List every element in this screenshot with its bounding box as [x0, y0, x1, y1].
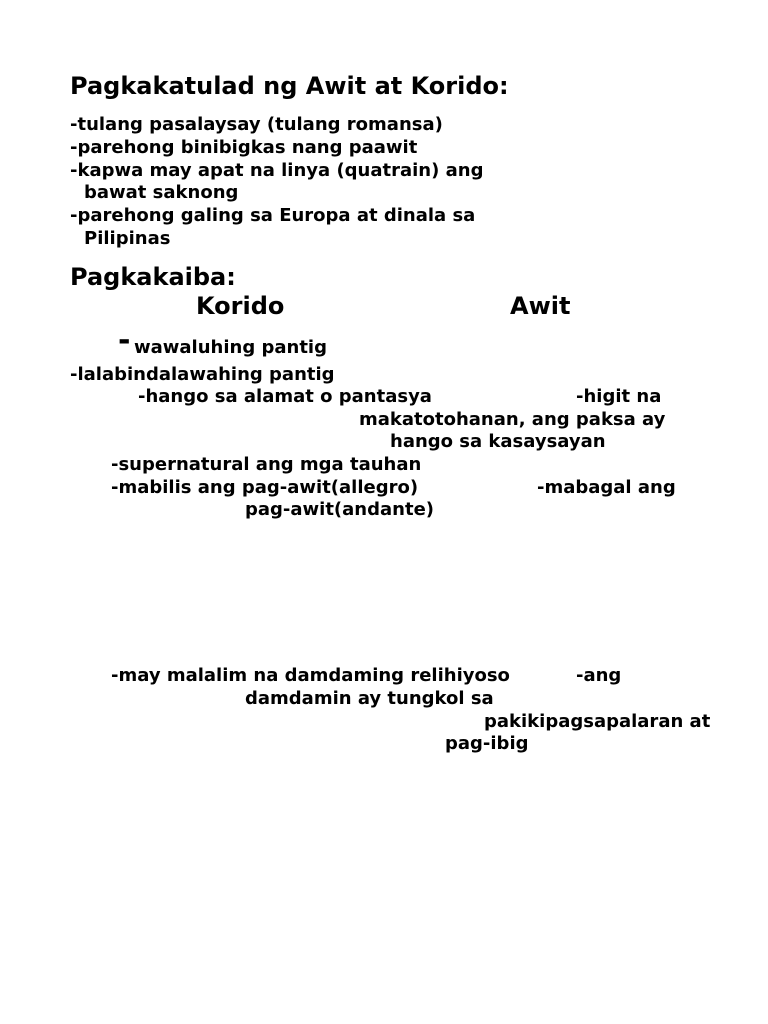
difference-line: pag-ibig	[445, 733, 529, 754]
difference-line: -mabilis ang pag-awit(allegro)	[111, 477, 419, 498]
similarity-line: -tulang pasalaysay (tulang romansa)	[70, 114, 443, 135]
similarity-line: -parehong galing sa Europa at dinala sa	[70, 205, 476, 226]
similarities-heading: Pagkakatulad ng Awit at Korido:	[70, 72, 509, 100]
column-header-awit: Awit	[510, 292, 571, 320]
difference-line: -hango sa alamat o pantasya	[138, 386, 432, 407]
similarity-line: -parehong binibigkas nang paawit	[70, 137, 418, 158]
difference-line: -supernatural ang mga tauhan	[111, 454, 422, 475]
difference-line: hango sa kasaysayan	[390, 431, 606, 452]
difference-line: -higit na	[576, 386, 662, 407]
difference-line: pag-awit(andante)	[245, 499, 435, 520]
similarity-line: Pilipinas	[84, 228, 171, 249]
dash-mark: -	[118, 323, 131, 358]
difference-line: pakikipagsapalaran at	[484, 711, 711, 732]
difference-line: -may malalim na damdaming relihiyoso	[111, 665, 510, 686]
difference-line: -lalabindalawahing pantig	[70, 364, 335, 385]
similarity-line: -kapwa may apat na linya (quatrain) ang	[70, 160, 484, 181]
column-header-korido: Korido	[196, 292, 285, 320]
difference-line: -ang	[576, 665, 622, 686]
similarity-line: bawat saknong	[84, 182, 239, 203]
difference-line: wawaluhing pantig	[134, 337, 327, 358]
difference-line: -mabagal ang	[537, 477, 676, 498]
difference-line: makatotohanan, ang paksa ay	[359, 409, 666, 430]
differences-heading: Pagkakaiba:	[70, 263, 236, 291]
difference-line: damdamin ay tungkol sa	[245, 688, 494, 709]
